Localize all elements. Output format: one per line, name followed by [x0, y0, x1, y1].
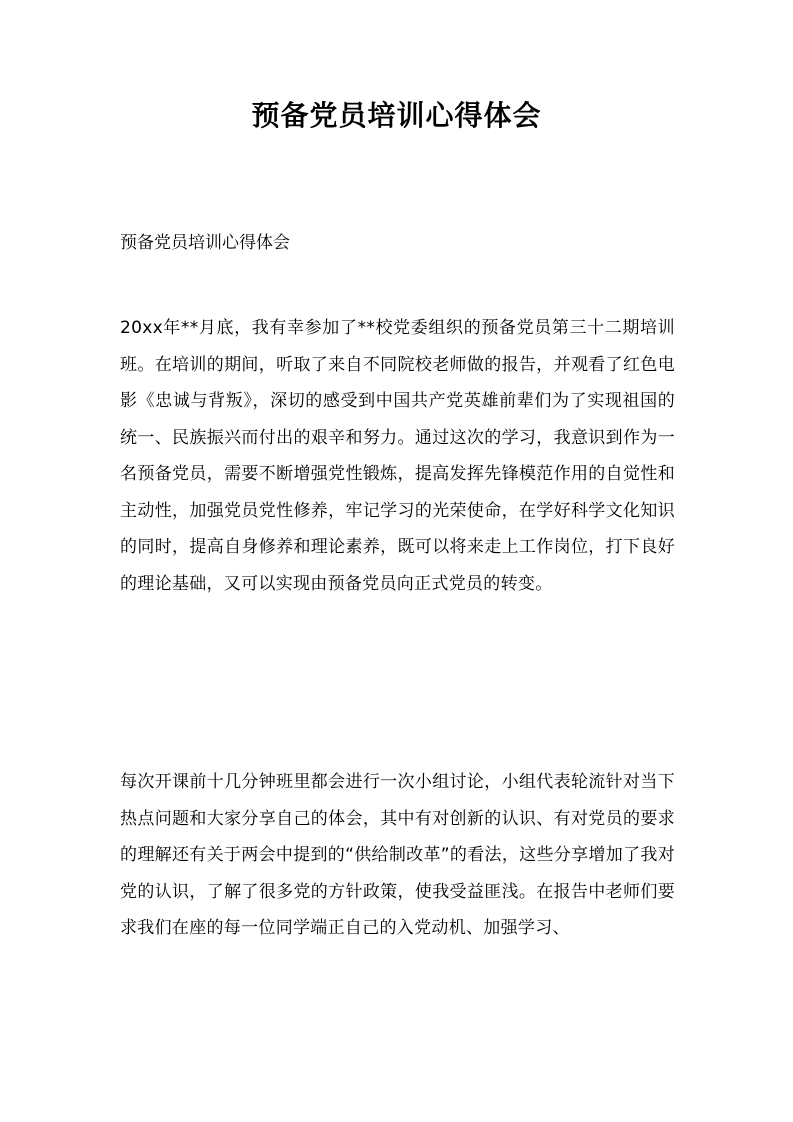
- document-title: 预备党员培训心得体会: [251, 99, 542, 132]
- paragraph-2: 每次开课前十几分钟班里都会进行一次小组讨论，小组代表轮流针对当下热点问题和大家分享自己的体会，其中有对创新的认识、有对党员的要求的理解还有关于两会中提到的“供给制改革”的看法，这些分享增加了我对党的认识，了解了很多党的方针政策，使我受益匪浅。在报告中老师们要求我们在座的每一位同学端正自己的入党动机、加强学习、: [120, 772, 675, 938]
- paragraph-1: 20xx年**月底，我有幸参加了**校党委组织的预备党员第三十二期培训班。在培训的期间，听取了来自不同院校老师做的报告，并观看了红色电影《忠诚与背叛》，深切的感受到中国共产党英雄前辈们为了实现祖国的统一、民族振兴而付出的艰辛和努力。通过这次的学习，我意识到作为一名预备党员，需要不断增强党性锻炼，提高发挥先锋模范作用的自觉性和主动性，加强党员党性修养，牢记学习的光荣使命，在学好科学文化知识的同时，提高自身修养和理论素养，既可以将来走上工作岗位，打下良好的理论基础，又可以实现由预备党员向正式党员的转变。: [120, 318, 675, 594]
- document-subtitle: 预备党员培训心得体会: [120, 233, 290, 253]
